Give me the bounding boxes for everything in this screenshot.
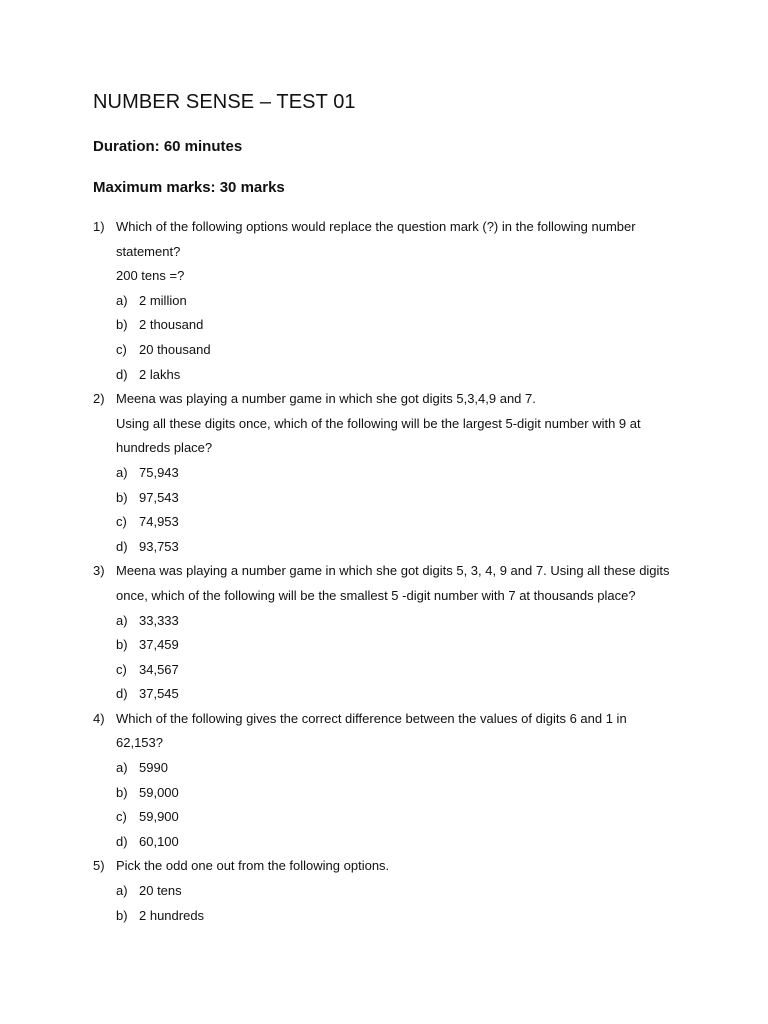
question-number: 1) xyxy=(93,219,105,234)
option-d xyxy=(116,363,693,388)
question-text-line: 200 tens =? xyxy=(116,268,185,284)
option-a xyxy=(116,289,693,314)
option-text: 2 hundreds xyxy=(139,907,205,923)
option-a xyxy=(116,609,693,634)
option-letter: a) xyxy=(116,760,128,776)
option-letter: d) xyxy=(116,366,128,382)
option-letter: c) xyxy=(116,341,127,357)
option-d xyxy=(116,682,693,707)
option-b xyxy=(116,313,693,338)
option-letter: d) xyxy=(116,833,128,849)
option-b xyxy=(116,904,693,929)
question-text-line: Meena was playing a number game in which she got digits 5, 3, 4, 9 and 7. Using all these digits xyxy=(116,563,670,579)
question-text-line: Pick the odd one out from the following options. xyxy=(116,858,390,874)
option-letter: b) xyxy=(116,637,128,653)
option-text: 75,943 xyxy=(139,464,179,480)
option-letter: b) xyxy=(116,907,128,923)
option-c xyxy=(116,805,693,830)
option-a xyxy=(116,879,693,904)
option-letter: a) xyxy=(116,464,128,480)
max-marks-text: Maximum marks: 30 marks xyxy=(93,179,285,196)
option-letter: c) xyxy=(116,661,127,677)
page-title: NUMBER SENSE – TEST 01 xyxy=(93,91,356,113)
option-b xyxy=(116,633,693,658)
option-letter: c) xyxy=(116,514,127,530)
question-list xyxy=(93,215,693,928)
question-3 xyxy=(93,559,693,707)
option-c xyxy=(116,338,693,363)
option-text: 59,000 xyxy=(139,784,179,800)
option-text: 20 thousand xyxy=(139,341,211,357)
option-a xyxy=(116,756,693,781)
option-letter: d) xyxy=(116,538,128,554)
option-letter: a) xyxy=(116,612,128,628)
question-text-line: statement? xyxy=(116,243,181,259)
option-d xyxy=(116,830,693,855)
question-text-line: Which of the following options would replace the question mark (?) in the following number xyxy=(116,219,636,234)
option-text: 97,543 xyxy=(139,489,179,505)
option-text: 2 lakhs xyxy=(139,366,181,382)
option-b xyxy=(116,781,693,806)
option-c xyxy=(116,658,693,683)
question-text-line: hundreds place? xyxy=(116,440,213,456)
question-number: 4) xyxy=(93,710,105,726)
option-letter: a) xyxy=(116,883,128,899)
option-letter: d) xyxy=(116,686,128,702)
option-letter: b) xyxy=(116,317,128,333)
option-text: 5990 xyxy=(139,760,168,776)
document-page xyxy=(93,88,693,928)
question-number: 3) xyxy=(93,563,105,579)
option-text: 20 tens xyxy=(139,883,182,899)
option-c xyxy=(116,510,693,535)
question-text-line: 62,153? xyxy=(116,735,163,751)
question-1 xyxy=(93,215,693,387)
question-5 xyxy=(93,854,693,928)
option-text: 59,900 xyxy=(139,809,179,825)
option-text: 34,567 xyxy=(139,661,179,677)
option-letter: b) xyxy=(116,784,128,800)
option-text: 37,545 xyxy=(139,686,179,702)
question-text-line: once, which of the following will be the smallest 5 -digit number with 7 at thousands place? xyxy=(116,587,636,603)
option-text: 2 million xyxy=(139,292,187,308)
question-2 xyxy=(93,387,693,559)
option-a xyxy=(116,461,693,486)
duration-text: Duration: 60 minutes xyxy=(93,138,243,155)
option-text: 37,459 xyxy=(139,637,179,653)
question-text-line: Which of the following gives the correct difference between the values of digits 6 and 1 in xyxy=(116,710,627,726)
option-letter: a) xyxy=(116,292,128,308)
question-number: 2) xyxy=(93,391,105,407)
question-text-line: Using all these digits once, which of the following will be the largest 5-digit number with 9 at xyxy=(116,415,641,431)
option-letter: b) xyxy=(116,489,128,505)
option-d xyxy=(116,535,693,560)
question-text-line: Meena was playing a number game in which she got digits 5,3,4,9 and 7. xyxy=(116,391,536,407)
option-text: 33,333 xyxy=(139,612,179,628)
question-4 xyxy=(93,707,693,855)
option-b xyxy=(116,486,693,511)
question-number: 5) xyxy=(93,858,105,874)
option-letter: c) xyxy=(116,809,127,825)
option-text: 2 thousand xyxy=(139,317,204,333)
option-text: 60,100 xyxy=(139,833,179,849)
option-text: 93,753 xyxy=(139,538,179,554)
option-text: 74,953 xyxy=(139,514,179,530)
